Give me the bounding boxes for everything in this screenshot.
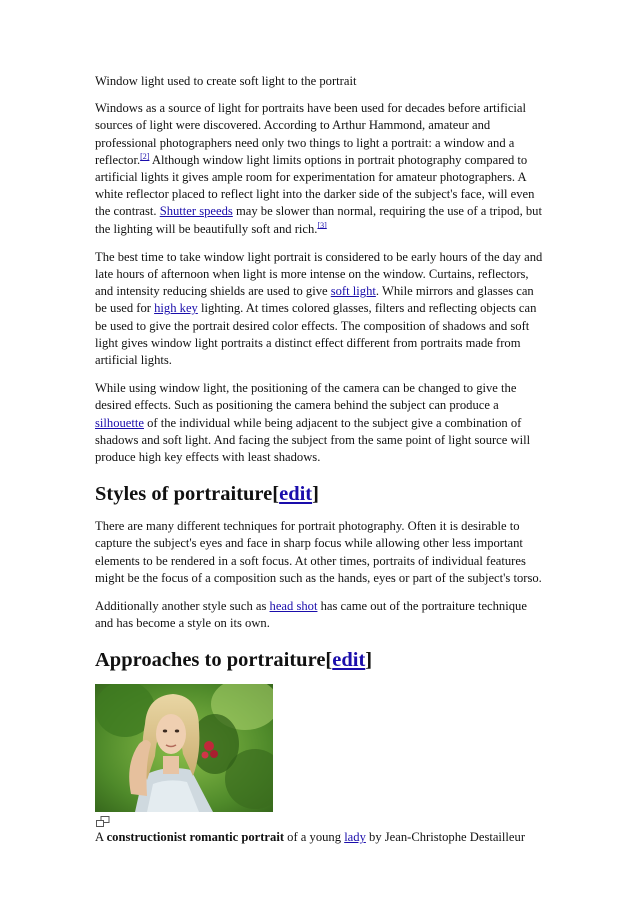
heading-text: Styles of portraiture — [95, 483, 273, 506]
soft-light-link[interactable]: soft light — [330, 284, 376, 299]
high-key-link[interactable]: high key — [154, 301, 198, 316]
bracket: ] — [365, 649, 373, 672]
styles-heading — [95, 482, 547, 506]
text-run: lighting. At times colored glasses, filters and reflecting objects can be used to give the portrait desired color effects. The composition of shadows and soft light gives window light portraits a distinct effect different from portraits made from artificial lights. — [95, 301, 537, 368]
text-run: The best time to take window light portrait is considered to be early hours of the day and late hours of afternoon when light is more intense on the window. Curtains, reflectors, and intensity reducing shields are used to give — [95, 249, 543, 299]
bracket: [ — [272, 483, 280, 506]
window-light-paragraph-3 — [95, 380, 547, 466]
styles-paragraph-2 — [95, 598, 547, 632]
window-light-caption: Window light used to create soft light to the portrait — [95, 74, 357, 88]
window-light-paragraph-1 — [95, 100, 547, 238]
portrait-caption — [95, 829, 547, 846]
edit-link-approaches[interactable]: edit — [332, 649, 366, 672]
text-run: A — [95, 830, 107, 845]
silhouette-link[interactable]: silhouette — [95, 415, 144, 430]
bracket: [ — [325, 649, 333, 672]
reference-link-2[interactable]: [2] — [140, 151, 150, 161]
bold-text: constructionist romantic portrait — [106, 830, 285, 845]
text-run: by Jean-Christophe Destailleur — [365, 830, 526, 845]
approaches-heading — [95, 648, 547, 672]
text-run: Windows as a source of light for portraits have been used for decades before artificial sources of light were discovered. According to Arthur Hammond, amateur and professional photographers need only two things to light a portrait: a window and a reflector. — [95, 101, 527, 167]
text-run: may be slower than normal, requiring the use of a tripod, but the lighting will be beautifully soft and rich. — [95, 204, 542, 236]
text-run: has came out of the portraiture technique and has become a style on its own. — [95, 599, 527, 631]
window-light-paragraph-2 — [95, 249, 547, 369]
text-run: Additionally another style such as — [95, 599, 270, 614]
portrait-photo[interactable] — [95, 684, 273, 812]
text-run: of the individual while being adjacent to the subject give a combination of shadows and soft light. And facing the subject from the same point of light source will produce high key effects with least shadows. — [95, 415, 531, 465]
edit-link-styles[interactable]: edit — [279, 483, 313, 506]
styles-paragraph-1: There are many different techniques for portrait photography. Often it is desirable to capture the subject's eyes and face in sharp focus while allowing other less important elements to be rendered in a soft focus. At other times, portraits of individual features might be the focus of a composition such as the hands, eyes or part of the subject's torso. — [95, 519, 542, 585]
reference-link-3[interactable]: [3] — [317, 220, 327, 230]
article-content — [95, 73, 547, 847]
text-run: Although window light limits options in portrait photography compared to artificial lights it gives ample room for experimentation for amateur photographers. A white reflector placed to reflect light into the darker side of the subject's face, will even the contrast. — [95, 152, 535, 219]
text-run: of a young — [284, 830, 345, 845]
text-run: . While mirrors and glasses can be used for — [95, 284, 534, 316]
shutter-speeds-link[interactable]: Shutter speeds — [159, 204, 233, 219]
lady-link[interactable]: lady — [344, 830, 366, 845]
reference-3[interactable] — [317, 220, 326, 229]
head-shot-link[interactable]: head shot — [269, 599, 318, 614]
magnify-clip-icon[interactable] — [96, 816, 110, 827]
bracket: ] — [312, 483, 319, 506]
heading-text: Approaches to portraiture — [95, 649, 326, 672]
text-run: While using window light, the positioning of the camera can be changed to give the desired effects. Such as positioning the camera behind the subject can produce a — [95, 381, 517, 413]
